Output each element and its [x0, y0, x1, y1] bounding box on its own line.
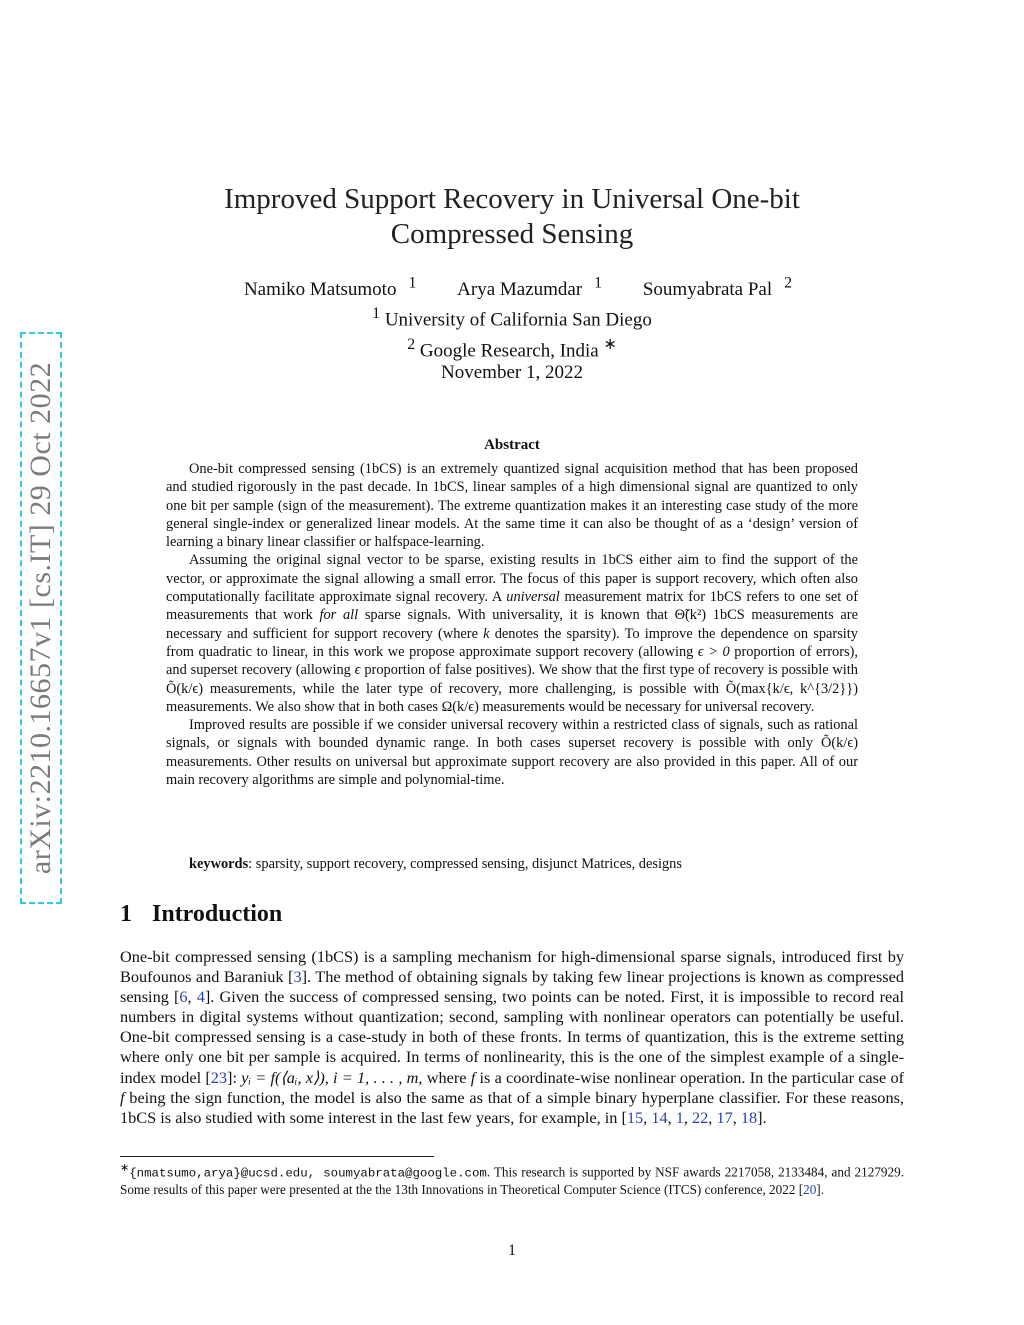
- citation-link[interactable]: 3: [293, 967, 302, 987]
- abstract-paragraph: Assuming the original signal vector to be sparse, existing results in 1bCS either aim to find the support of the vector, or approximate the signal allowing a small error. The focus of this paper is support recovery, which often also computationally facilitate approximate signal recovery. A universal measurement matrix for 1bCS refers to one set of measurements that work for all sparse signals. With universality, it is known that Θ̃(k²) 1bCS measurements are necessary and sufficient for support recovery (where k denotes the sparsity). To improve the dependence on sparsity from quadratic to linear, in this work we propose approximate support recovery (allowing ϵ > 0 proportion of errors), and superset recovery (allowing ϵ proportion of false positives). We show that the first type of recovery is possible with Õ(k/ϵ) measurements, while the later type of recovery, more challenging, is possible with Õ(max{k/ϵ, k^{3/2}}) measurements. We also show that in both cases Ω(k/ϵ) measurements would be necessary for universal recovery.: [166, 552, 859, 715]
- affiliation: $^1$ University of California San Diego: [372, 305, 652, 331]
- title-line-2: Compressed Sensing: [390, 218, 634, 250]
- author: Soumyabrata Pal $^2$: [642, 275, 793, 301]
- title-line-1: Improved Support Recovery in Universal One-bit: [224, 183, 800, 215]
- abstract: [166, 460, 858, 789]
- citation-link[interactable]: 23: [210, 1067, 228, 1087]
- citation-link[interactable]: 1: [675, 1107, 684, 1127]
- citation-link[interactable]: 18: [740, 1107, 758, 1127]
- footnote: ∗{nmatsumo,arya}@ucsd.edu, soumyabrata@google.com. This research is supported by NSF awards 2217058, 2133484, and 2127929. Some results of this paper were presented at the the 13th Innovations in Theoretical Computer Science (ITCS) conference, 2022 [20].: [120, 1162, 904, 1197]
- abstract-paragraph: Improved results are possible if we consider universal recovery within a restricted class of signals, such as rational signals, or signals with bounded dynamic range. In both cases superset recovery is possible with only Õ(k/ϵ) measurements. Other results on universal but approximate support recovery are also provided in this paper. All of our main recovery algorithms are simple and polynomial-time.: [166, 717, 858, 789]
- page-number: 1: [508, 1242, 516, 1259]
- citation-link[interactable]: 22: [692, 1107, 709, 1127]
- author: Arya Mazumdar $^1$: [457, 275, 603, 301]
- citation-link[interactable]: 6: [179, 987, 188, 1007]
- citation-link[interactable]: 4: [196, 987, 205, 1007]
- author-names: [120, 272, 904, 302]
- abstract-paragraph: One-bit compressed sensing (1bCS) is an extremely quantized signal acquisition method that has been proposed and studied rigorously in the past decade. In 1bCS, linear samples of a high dimensional signal are quantized to only one bit per sample (sign of the measurement). The extreme quantization makes it an interesting case study of the more general single-index or generalized linear models. At the same time it can also be thought of as a ‘design’ version of learning a binary linear classifier or halfspace-learning.: [166, 461, 858, 551]
- citation-link[interactable]: 15: [626, 1107, 644, 1127]
- paper-title: [200, 182, 824, 252]
- arxiv-stamp: [20, 332, 62, 904]
- arxiv-id: arXiv:2210.16657v1 [cs.IT] 29 Oct 2022: [24, 361, 57, 875]
- citation-link[interactable]: 14: [651, 1107, 668, 1127]
- paper-date: November 1, 2022: [441, 362, 583, 383]
- abstract-heading: Abstract: [484, 437, 540, 453]
- footnote-rule: [120, 1156, 434, 1157]
- intro-paragraph: One-bit compressed sensing (1bCS) is a sampling mechanism for high-dimensional sparse signals, introduced first by Boufounos and Baraniuk [3]. The method of obtaining signals by taking few linear projections is known as compressed sensing [6, 4]. Given the success of compressed sensing, two points can be noted. First, it is impossible to record real numbers in digital systems without quantization; second, sampling with nonlinear operators can potentially be useful. One-bit compressed sensing is a case-study in both of these fronts. In terms of quantization, this is the extreme setting where only one bit per sample is acquired. In terms of nonlinearity, this is the one of the simplest example of a single-index model [23]: yᵢ = f(⟨aᵢ, x⟩), i = 1, . . . , m, where f is a coordinate-wise nonlinear operation. In the particular case of f being the sign function, the model is also the same as that of a simple binary hyperplane classifier. For these reasons, 1bCS is also studied with some interest in the last few years, for example, in [15, 14, 1, 22, 17, 18].: [120, 947, 905, 1127]
- section-heading: 1 Introduction: [120, 901, 283, 927]
- author-block: [120, 272, 904, 363]
- affiliation: $^2$ Google Research, India ∗: [407, 335, 617, 361]
- citation-link[interactable]: 20: [803, 1181, 817, 1197]
- author: Namiko Matsumoto $^1$: [243, 275, 417, 301]
- citation-link[interactable]: 17: [716, 1107, 733, 1127]
- keywords: keywords: sparsity, support recovery, compressed sensing, disjunct Matrices, designs: [189, 856, 682, 872]
